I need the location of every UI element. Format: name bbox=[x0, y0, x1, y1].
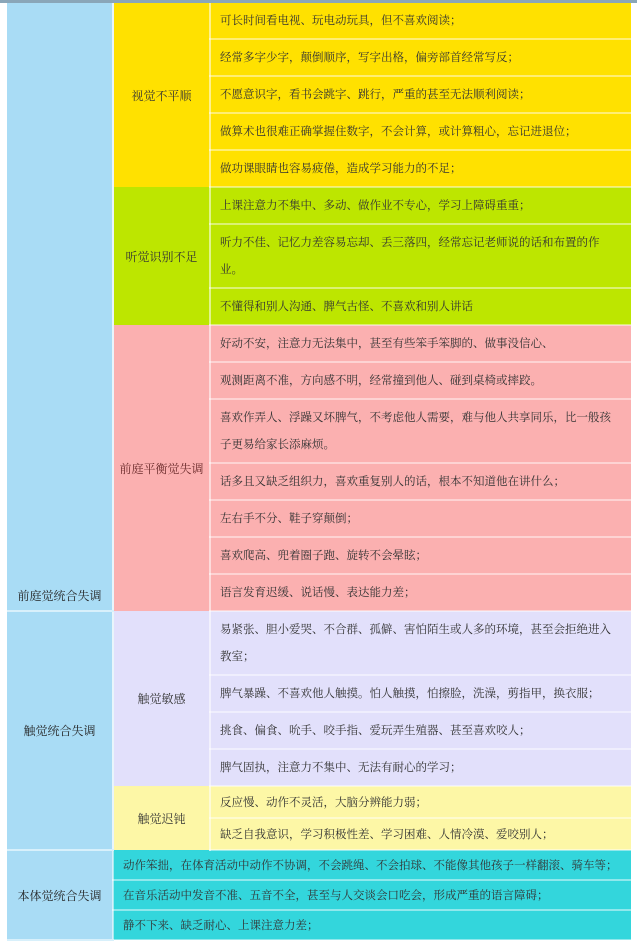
list-item: 脾气固执，注意力不集中、无法有耐心的学习； bbox=[210, 749, 631, 786]
list-item: 观测距离不准，方向感不明，经常撞到他人、碰到桌椅或摔跤。 bbox=[210, 362, 631, 399]
table-row bbox=[7, 611, 631, 675]
list-item: 喜欢作弄人、浮躁又坏脾气，不考虑他人需要，难与他人共享同乐，比一般孩子更易给家长添麻烦。 bbox=[210, 399, 631, 463]
list-item: 反应慢、动作不灵活，大脑分辨能力弱； bbox=[210, 786, 631, 818]
list-item: 做算术也很难正确掌握住数字，不会计算，或计算粗心，忘记进退位； bbox=[210, 113, 631, 150]
list-item: 挑食、偏食、吮手、咬手指、爱玩弄生殖器、甚至喜欢咬人； bbox=[210, 712, 631, 749]
list-item: 脾气暴躁、不喜欢他人触摸。怕人触摸，怕擦脸，洗澡，剪指甲，换衣服； bbox=[210, 675, 631, 712]
list-item: 在音乐活动中发音不准、五音不全，甚至与人交谈会口吃会，形成严重的语言障碍； bbox=[113, 880, 631, 910]
list-item: 好动不安，注意力无法集中，甚至有些笨手笨脚的、做事没信心、 bbox=[210, 325, 631, 362]
list-item: 经常多字少字，颠倒顺序，写字出格，偏旁部首经常写反； bbox=[210, 39, 631, 76]
subgroup-visual: 视觉不平顺 bbox=[113, 3, 210, 187]
list-item: 做功课眼睛也容易疲倦，造成学习能力的不足； bbox=[210, 150, 631, 187]
list-item: 缺乏自我意识，学习积极性差、学习困难、人情冷漠、爱咬别人； bbox=[210, 818, 631, 850]
list-item: 可长时间看电视、玩电动玩具，但不喜欢阅读； bbox=[210, 3, 631, 39]
list-item: 上课注意力不集中、多动、做作业不专心，学习上障碍重重； bbox=[210, 187, 631, 224]
category-vestibular: 前庭觉统合失调 bbox=[7, 3, 113, 611]
list-item: 易紧张、胆小爱哭、不合群、孤僻、害怕陌生或人多的环境，甚至会拒绝进入教室； bbox=[210, 611, 631, 675]
list-item: 不愿意识字，看书会跳字、跳行，严重的甚至无法顺利阅读； bbox=[210, 76, 631, 113]
table-row bbox=[7, 3, 631, 39]
subgroup-tactile-dull: 触觉迟钝 bbox=[113, 786, 210, 850]
category-tactile: 触觉统合失调 bbox=[7, 611, 113, 850]
list-item: 听力不佳、记忆力差容易忘却、丢三落四，经常忘记老师说的话和布置的作业。 bbox=[210, 224, 631, 288]
list-item: 静不下来、缺乏耐心、上课注意力差； bbox=[113, 910, 631, 940]
list-item: 左右手不分、鞋子穿颠倒； bbox=[210, 500, 631, 537]
subgroup-vestibular-balance: 前庭平衡觉失调 bbox=[113, 325, 210, 611]
list-item: 不懂得和别人沟通、脾气古怪、不喜欢和别人讲话 bbox=[210, 288, 631, 325]
sensory-integration-table bbox=[7, 3, 631, 941]
list-item: 动作笨拙，在体育活动中动作不协调，不会跳绳、不会拍球、不能像其他孩子一样翻滚、骑车等； bbox=[113, 850, 631, 880]
table-row bbox=[7, 850, 631, 880]
list-item: 话多且又缺乏组织力，喜欢重复别人的话，根本不知道他在讲什么； bbox=[210, 463, 631, 500]
subgroup-auditory: 听觉识别不足 bbox=[113, 187, 210, 325]
list-item: 语言发育迟缓、说话慢、表达能力差； bbox=[210, 574, 631, 611]
list-item: 喜欢爬高、兜着圈子跑、旋转不会晕眩； bbox=[210, 537, 631, 574]
subgroup-tactile-sensitive: 触觉敏感 bbox=[113, 611, 210, 786]
category-proprioceptive: 本体觉统合失调 bbox=[7, 850, 113, 940]
